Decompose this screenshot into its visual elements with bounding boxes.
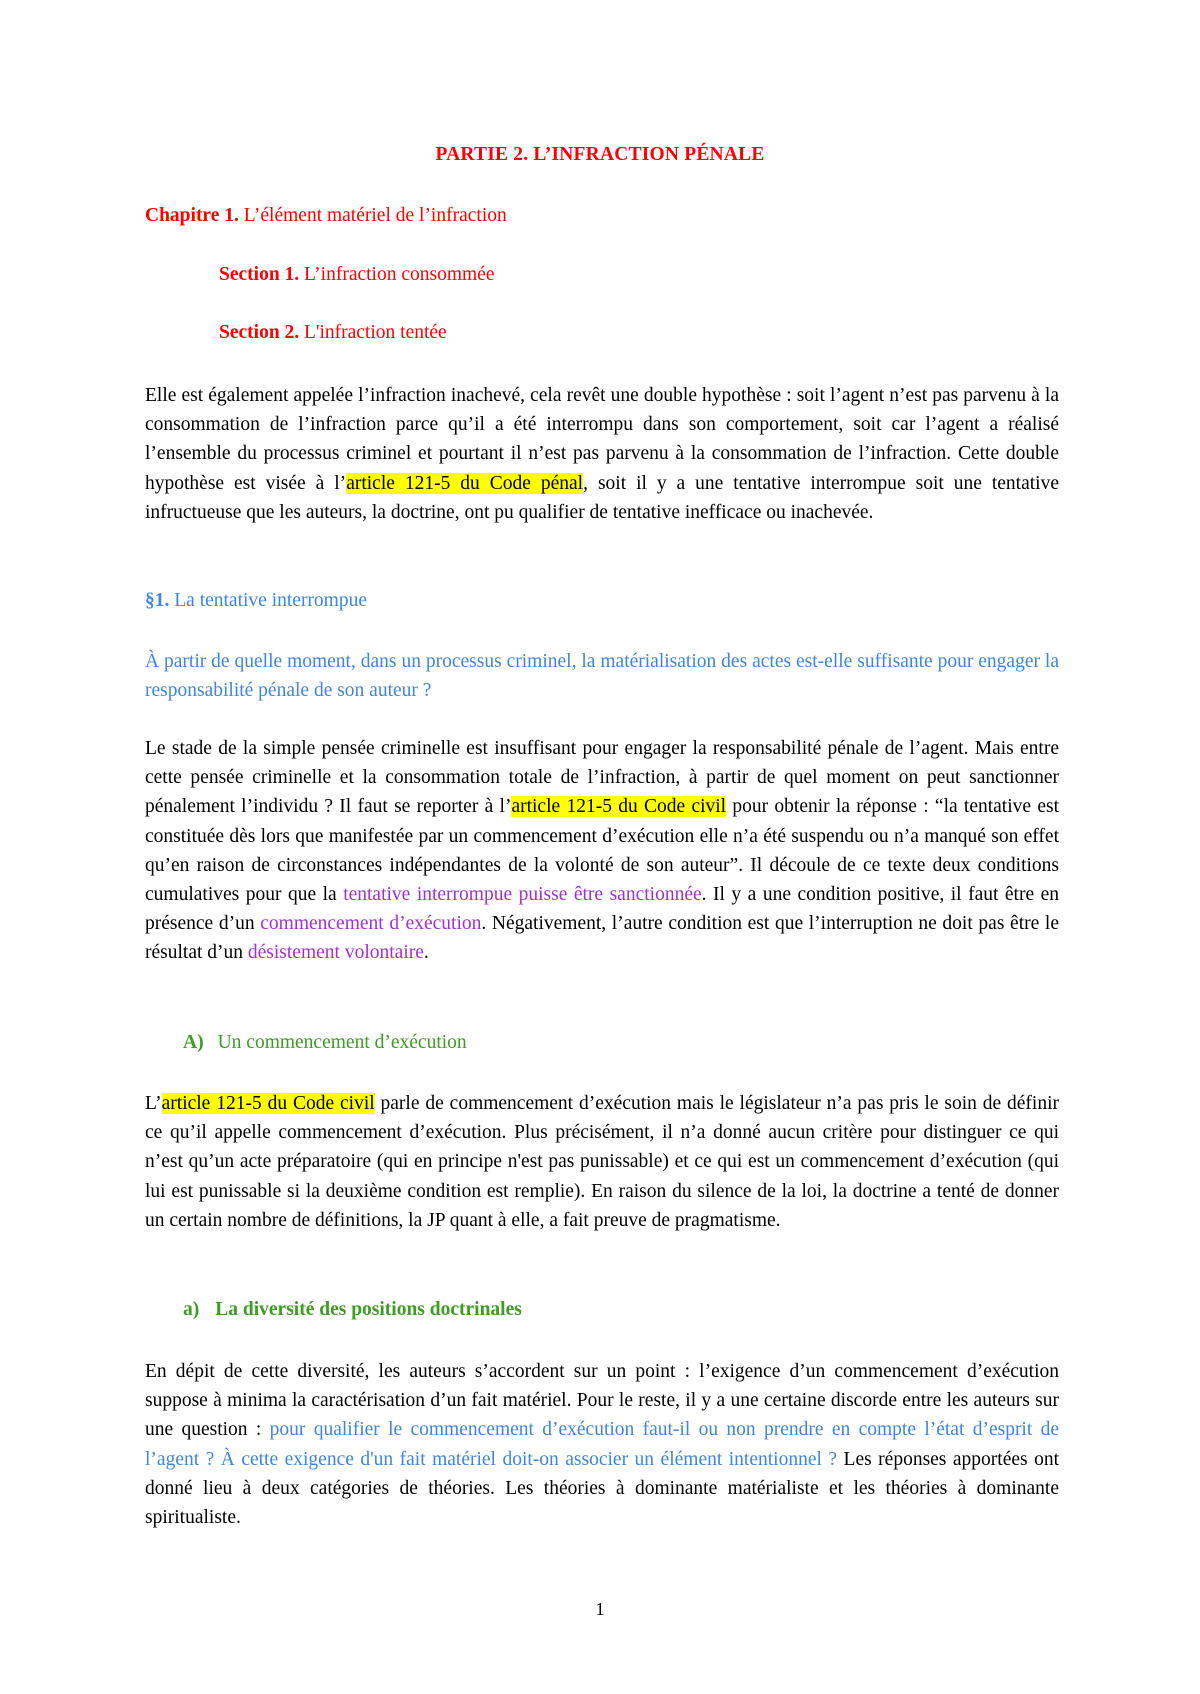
paragraph-4-text-a: En dépit de cette diversité, les auteurs s’accordent sur un point : l’exigence d’un commencement d’exécution suppose à minima la caractérisation d’un fait matériel. Pour le reste, il y a une certaine discorde entre les auteurs sur une question : [145, 1361, 1059, 1441]
paragraph-2-text-c: . Il y a une condition positive, il faut être en présence d’un [145, 884, 1060, 935]
section-2-heading [219, 322, 447, 344]
paragraph-4 [145, 1357, 1059, 1532]
chapter-heading [145, 205, 507, 227]
subsection-1-prefix: §1. [145, 590, 170, 611]
section-1-text: L’infraction consommée [299, 264, 495, 285]
subsection-a-heading [183, 1032, 467, 1054]
paragraph-2 [145, 734, 1059, 968]
subsection-1-text: La tentative interrompue [169, 590, 368, 611]
subsection-a-text: Un commencement d’exécution [217, 1032, 467, 1053]
paragraph-1-text-b: , soit il y a une tentative interrompue soit une tentative infructueuse que les auteurs, la doctrine, ont pu qualifier de tentative inefficace ou inachevée. [145, 472, 1059, 523]
section-2-prefix: Section 2. [219, 322, 300, 343]
section-1-heading [219, 264, 494, 286]
question-paragraph: À partir de quelle moment, dans un processus criminel, la matérialisation des actes est-elle suffisante pour engager la responsabilité pénale de son auteur ? [145, 651, 1059, 702]
subsection-a-lower-text: La diversité des positions doctrinales [215, 1299, 522, 1320]
paragraph-3-text-b: parle de commencement d’exécution mais le législateur n’a pas pris le soin de définir ce qu’il appelle commencement d’exécution. Plus précisément, il n’a donné aucun critère pour distinguer ce qui n’est qu’un acte préparatoire (qui en principe n'est pas punissable) et ce qui est un commencement d’exécution (qui lui est punissable si la deuxième condition est remplie). En raison du silence de la loi, la doctrine a tenté de donner un certain nombre de définitions, la JP quant à elle, a fait preuve de pragmatisme. [145, 1093, 1059, 1231]
section-2-text: L'infraction tentée [299, 322, 447, 343]
paragraph-2-purple-1: tentative interrompue puisse être sanctionnée [343, 884, 702, 906]
paragraph-2-highlight: article 121-5 du Code civil [511, 796, 727, 818]
subsection-a-lower-prefix: a) [183, 1299, 200, 1320]
paragraph-4-text-b: Les réponses apportées ont donné lieu à deux catégories de théories. Les théories à dominante matérialiste et les théories à dominante spiritualiste. [145, 1448, 1059, 1529]
paragraph-2-purple-2: commencement d’exécution [260, 913, 482, 935]
subsection-1-heading [145, 590, 367, 612]
paragraph-2-text-d: . Négativement, l’autre condition est que l’interruption ne doit pas être le résultat d’un [145, 913, 1059, 964]
page-number: 1 [595, 1599, 605, 1619]
paragraph-3 [145, 1089, 1059, 1235]
paragraph-2-text-a: Le stade de la simple pensée criminelle est insuffisant pour engager la responsabilité pénale de l’agent. Mais entre cette pensée criminelle et la consommation totale de l’infraction, à partir de quel moment on peut sanctionner pénalement l’individu ? Il faut se reporter à l’ [145, 738, 1059, 818]
section-1-prefix: Section 1. [219, 264, 300, 285]
part-title: PARTIE 2. L’INFRACTION PÉNALE [435, 144, 765, 165]
paragraph-2-text-b: pour obtenir la réponse : “la tentative est constituée dès lors que manifestée par un commencement d’exécution elle n’a été suspendu ou n’a manqué son effet qu’en raison de circonstances indépendantes de la volonté de son auteur”. Il découle de ce texte deux conditions cumulatives pour que la [145, 796, 1059, 906]
subsection-a-prefix: A) [183, 1032, 204, 1053]
chapter-prefix: Chapitre 1. [145, 205, 239, 226]
paragraph-1 [145, 381, 1059, 527]
paragraph-3-highlight: article 121-5 du Code civil [161, 1093, 375, 1114]
chapter-text: L’élément matériel de l’infraction [238, 205, 507, 226]
paragraph-4-blue-question: pour qualifier le commencement d’exécution faut-il ou non prendre en compte l’état d’esprit de l’agent ? À cette exigence d'un fait matériel doit-on associer un élément intentionnel ? [145, 1419, 1059, 1470]
paragraph-3-text-a: L’ [145, 1093, 162, 1114]
paragraph-2-purple-3: désistement volontaire [247, 942, 424, 964]
paragraph-1-highlight: article 121-5 du Code pénal [346, 472, 584, 494]
paragraph-1-text-a: Elle est également appelée l’infraction inachevé, cela revêt une double hypothèse : soit l’agent n’est pas parvenu à la consommation de l’infraction parce qu’il a été interrompu dans son comportement, soit car l’agent a réalisé l’ensemble du processus criminel et pourtant il n’est pas parvenu à la consommation de l’infraction. Cette double hypothèse est visée à l’ [145, 385, 1059, 494]
paragraph-2-text-e: . [423, 942, 429, 964]
subsection-a-lower-heading [183, 1299, 522, 1321]
